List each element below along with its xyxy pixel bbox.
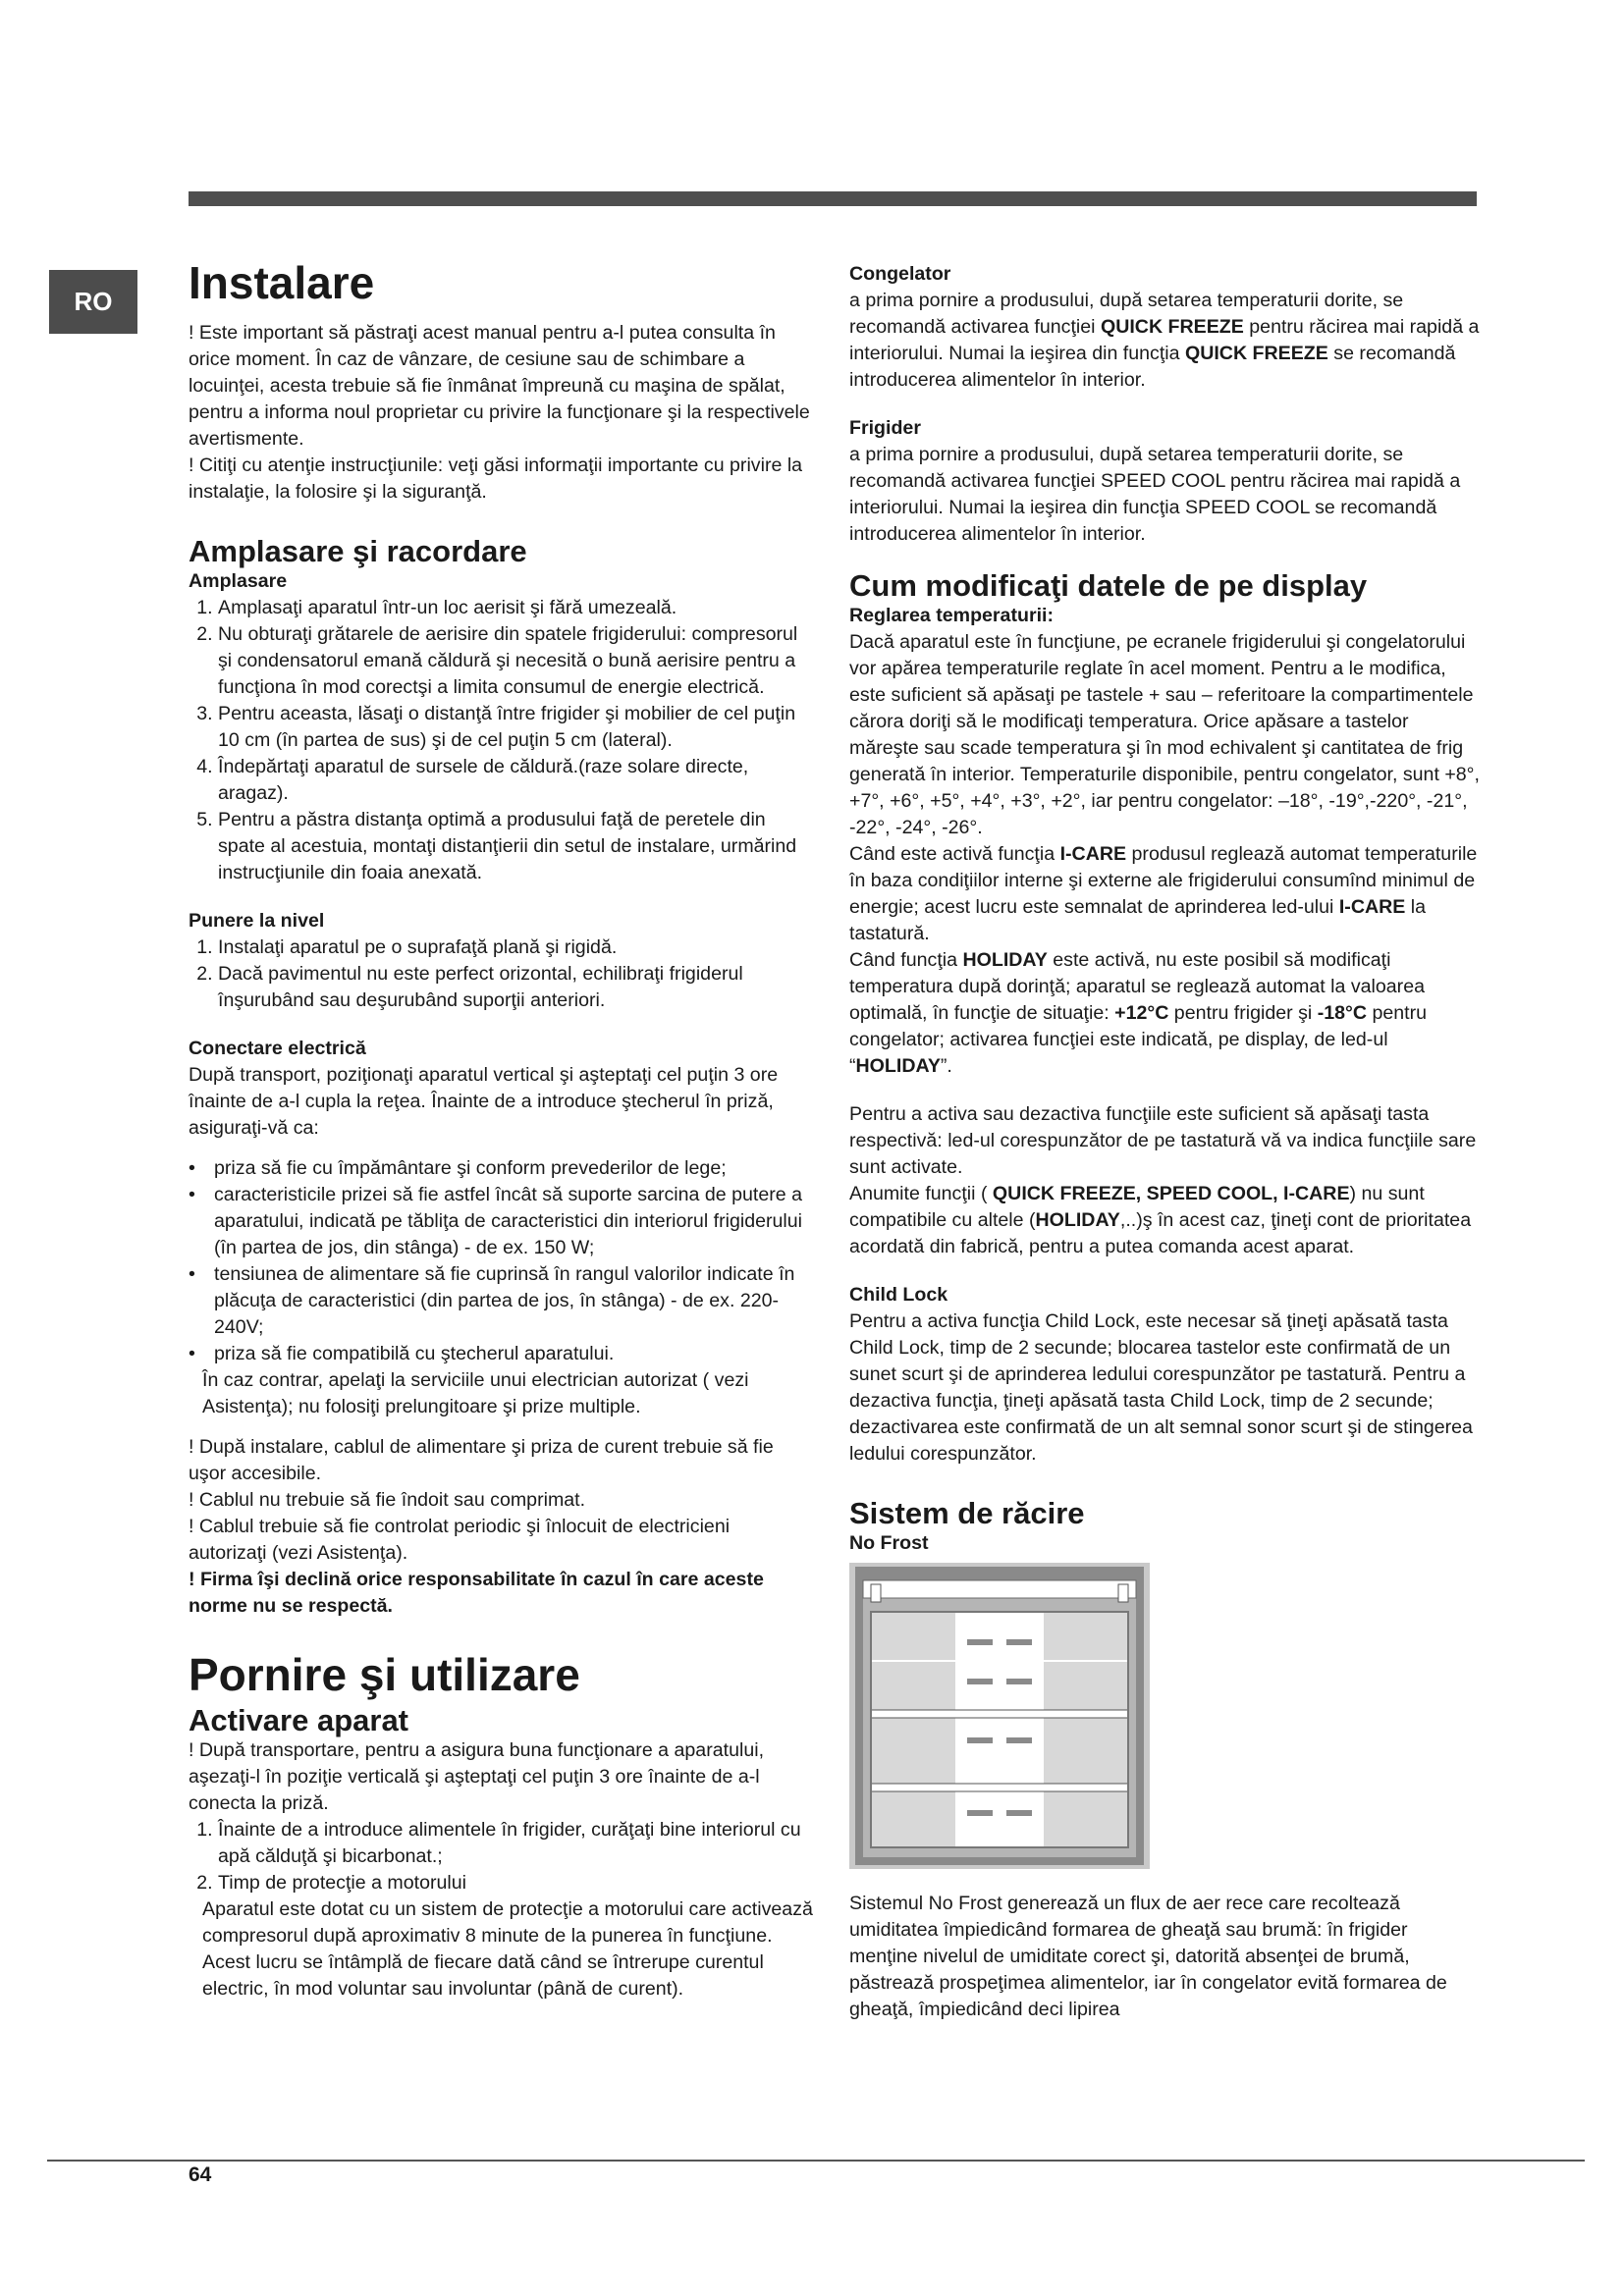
- heading-congelator: Congelator: [849, 263, 951, 285]
- conectare-after: În caz contrar, apelaţi la serviciile unui electrician autorizat ( vezi Asistenţa); nu folosiţi prelungitoare şi prize multiple.: [202, 1369, 749, 1417]
- frigider-text: a prima pornire a produsului, după setarea temperaturii dorite, se recomandă activarea funcţiei SPEED COOL pentru răcirea mai rapidă a interiorului. Numai la ieşirea din funcţia SPEED COOL se recomandă introducerea alimentelor în interior.: [849, 444, 1461, 545]
- list-item: • priza să fie cu împământare şi conform prevederilor de lege;: [189, 1155, 813, 1182]
- list-item: 1. Înainte de a introduce alimentele în frigider, curăţaţi bine interiorul cu apă călduţă şi bicarbonat.;: [218, 1817, 813, 1870]
- fridge-interior-illustration: [849, 1563, 1150, 1869]
- nivel-list: [189, 934, 813, 1014]
- heading-display: Cum modificaţi datele de pe display: [849, 568, 1368, 603]
- section-title-instalare: Instalare: [189, 257, 813, 312]
- display-p5: Anumite funcţii ( QUICK FREEZE, SPEED COOL, I-CARE) nu sunt compatibile cu altele (HOLIDAY,..)ş în acest caz, ţineţi cont de prioritatea acordată din fabrică, pentru a putea comanda acest aparat.: [849, 1183, 1472, 1257]
- list-item: 2. Nu obturaţi grătarele de aerisire din spatele frigiderului: compresorul şi condensatorul emană căldură şi necesită o bună aerisire pentru a funcţiona în mod corectşi a limita consumul de energie electrică.: [218, 621, 813, 701]
- conectare-bullets: [189, 1155, 813, 1367]
- subheading-no-frost: No Frost: [849, 1532, 929, 1554]
- heading-conectare: Conectare electrică: [189, 1038, 366, 1059]
- conectare-intro: După transport, poziţionaţi aparatul vertical şi aşteptaţi cel puţin 3 ore înainte de a-l cupla la reţea. Înainte de a introduce ştecherul în priză, asiguraţi-vă ca:: [189, 1064, 779, 1139]
- child-lock-text: Pentru a activa funcţia Child Lock, este necesar să ţineţi apăsată tasta Child Lock, timp de 2 secunde; blocarea tastelor este confirmată de un sunet scurt şi de aprinderea ledului corespunzător pe tastatură. Pentru a dezactiva funcţia, ţineţi apăsată tasta Child Lock, timp de 2 secunde; dezactivarea este confirmată de un alt semnal sonor scurt şi de stingerea ledului corespunzător.: [849, 1310, 1473, 1465]
- top-rule: [189, 191, 1477, 206]
- display-p1: Dacă aparatul este în funcţiune, pe ecranele frigiderului şi congelatorului vor apărea temperaturile reglate în acel moment. Pentru a le modifica, este suficient să apăsaţi pe tastele + sau – referitoare la compartimentele cărora doriţi să le modificaţi temperatura. Orice apăsare a tastelor măreşte sau scade temperatura şi în mod echivalent şi cantitatea de frig generată în interior. Temperaturile disponibile, pentru congelator, sunt +8°, +7°, +6°, +5°, +4°, +3°, +2°, iar pentru congelator: –18°, -19°,-220°, -21°, -22°, -24°, -26°.: [849, 631, 1480, 838]
- right-column: [849, 261, 1480, 2023]
- left-column: [189, 257, 813, 2002]
- amplasare-list: [189, 595, 813, 886]
- list-item: • caracteristicile prizei să fie astfel încât să suporte sarcina de putere a aparatului, indicată pe tăbliţa de caracteristici din interiorul frigiderului (în partea de jos, din stânga) - de ex. 150 W;: [189, 1182, 813, 1261]
- page-number: 64: [189, 2163, 212, 2186]
- display-p2: Când este activă funcţia I-CARE produsul reglează automat temperaturile în baza condiţiilor interne şi externe ale frigiderului consumînd minimul de energie; acest lucru este semnalat de aprinderea led-ului I-CARE la tastatură.: [849, 843, 1478, 944]
- heading-frigider: Frigider: [849, 417, 921, 439]
- display-p4: Pentru a activa sau dezactiva funcţiile este suficient să apăsaţi tasta respectivă: led-ul corespunzător de pe tastatură vă va indica funcţiile sare sunt activate.: [849, 1103, 1477, 1178]
- instalare-intro-2: ! Citiţi cu atenţie instrucţiunile: veţi găsi informaţii importante cu privire la instalaţie, la folosire şi la siguranţă.: [189, 454, 803, 503]
- motor-protection-text: Aparatul este dotat cu un sistem de protecţie a motorului care activează compresorul după aproximativ 8 minute de la punerea în funcţiune. Acest lucru se întâmplă de fiecare dată când se întrerupe curentul electric, în mod voluntar sau involuntar (până de curent).: [202, 1898, 813, 2000]
- heading-child-lock: Child Lock: [849, 1284, 948, 1306]
- heading-activare: Activare aparat: [189, 1703, 409, 1737]
- activare-list: [189, 1817, 813, 1896]
- heading-sistem-racire: Sistem de răcire: [849, 1496, 1085, 1530]
- language-tab: RO: [49, 270, 137, 334]
- no-frost-text: Sistemul No Frost generează un flux de aer rece care recoltează umiditatea împiedicând formarea de gheaţă sau brumă: în frigider menţine nivelul de umiditate corect şi, datorită absenţei de brumă, păstrează prospeţimea alimentelor, iar în congelator evită formarea de gheaţă, împiedicând deci lipirea: [849, 1893, 1447, 2020]
- list-item: 3. Pentru aceasta, lăsaţi o distanţă între frigider şi mobilier de cel puţin 10 cm (în partea de sus) şi de cel puţin 5 cm (lateral).: [218, 701, 813, 754]
- list-item: 2. Dacă pavimentul nu este perfect orizontal, echilibraţi frigiderul înşurubând sau deşurubând suporţii anteriori.: [218, 961, 813, 1014]
- heading-amplasare: Amplasare şi racordare: [189, 534, 527, 568]
- list-item: 5. Pentru a păstra distanţa optimă a produsului faţă de peretele din spate al acestuia, montaţi distanţierii din setul de instalare, urmărind instrucţiunile din foaia anexată.: [218, 807, 813, 886]
- display-p3: Când funcţia HOLIDAY este activă, nu este posibil să modificaţi temperatura după dorinţă; aparatul se reglează automat la valoarea optimală, în funcţie de situaţie: +12°C pentru frigider şi -18°C pentru congelator; activarea funcţiei este indicată, pe display, de led-ul “HOLIDAY”.: [849, 949, 1428, 1077]
- note-3: ! Cablul trebuie să fie controlat periodic şi înlocuit de electricieni autorizaţi (vezi Asistenţa).: [189, 1516, 731, 1564]
- list-item: 1. Amplasaţi aparatul într-un loc aerisit şi fără umezeală.: [218, 595, 813, 621]
- subheading-amplasare: Amplasare: [189, 570, 288, 592]
- heading-punere-la-nivel: Punere la nivel: [189, 910, 325, 932]
- congelator-text: a prima pornire a produsului, după setarea temperaturii dorite, se recomandă activarea funcţiei QUICK FREEZE pentru răcirea mai rapidă a interiorului. Numai la ieşirea din funcţia QUICK FREEZE se recomandă introducerea alimentelor în interior.: [849, 290, 1480, 391]
- list-item: • priza să fie compatibilă cu ştecherul aparatului.: [189, 1341, 813, 1367]
- section-title-pornire: Pornire şi utilizare: [189, 1649, 813, 1704]
- note-2: ! Cablul nu trebuie să fie îndoit sau comprimat.: [189, 1489, 586, 1511]
- list-item: • tensiunea de alimentare să fie cuprinsă în rangul valorilor indicate în plăcuţa de caracteristici (din partea de jos, în stânga) - de ex. 220-240V;: [189, 1261, 813, 1341]
- list-item: 2. Timp de protecţie a motorului: [218, 1870, 813, 1896]
- bottom-rule: [47, 2160, 1585, 2162]
- note-4: ! Firma îşi declină orice responsabilitate în cazul în care aceste norme nu se respectă.: [189, 1569, 764, 1617]
- activare-intro: ! După transportare, pentru a asigura buna funcţionare a aparatului, aşezaţi-l în poziţie verticală şi aşteptaţi cel puţin 3 ore înainte de a-l conecta la priză.: [189, 1739, 765, 1814]
- instalare-intro-1: ! Este important să păstraţi acest manual pentru a-l putea consulta în orice moment. În caz de vânzare, de cesiune sau de schimbare a locuinţei, acesta trebuie să fie înmânat împreună cu maşina de spălat, pentru a informa noul proprietar cu privire la funcţionare şi la respectivele avertismente.: [189, 322, 810, 450]
- subheading-reglarea: Reglarea temperaturii:: [849, 605, 1054, 626]
- note-1: ! După instalare, cablul de alimentare şi priza de curent trebuie să fie uşor accesibile.: [189, 1436, 774, 1484]
- list-item: 4. Îndepărtaţi aparatul de sursele de căldură.(raze solare directe, aragaz).: [218, 754, 813, 807]
- list-item: 1. Instalaţi aparatul pe o suprafaţă plană şi rigidă.: [218, 934, 813, 961]
